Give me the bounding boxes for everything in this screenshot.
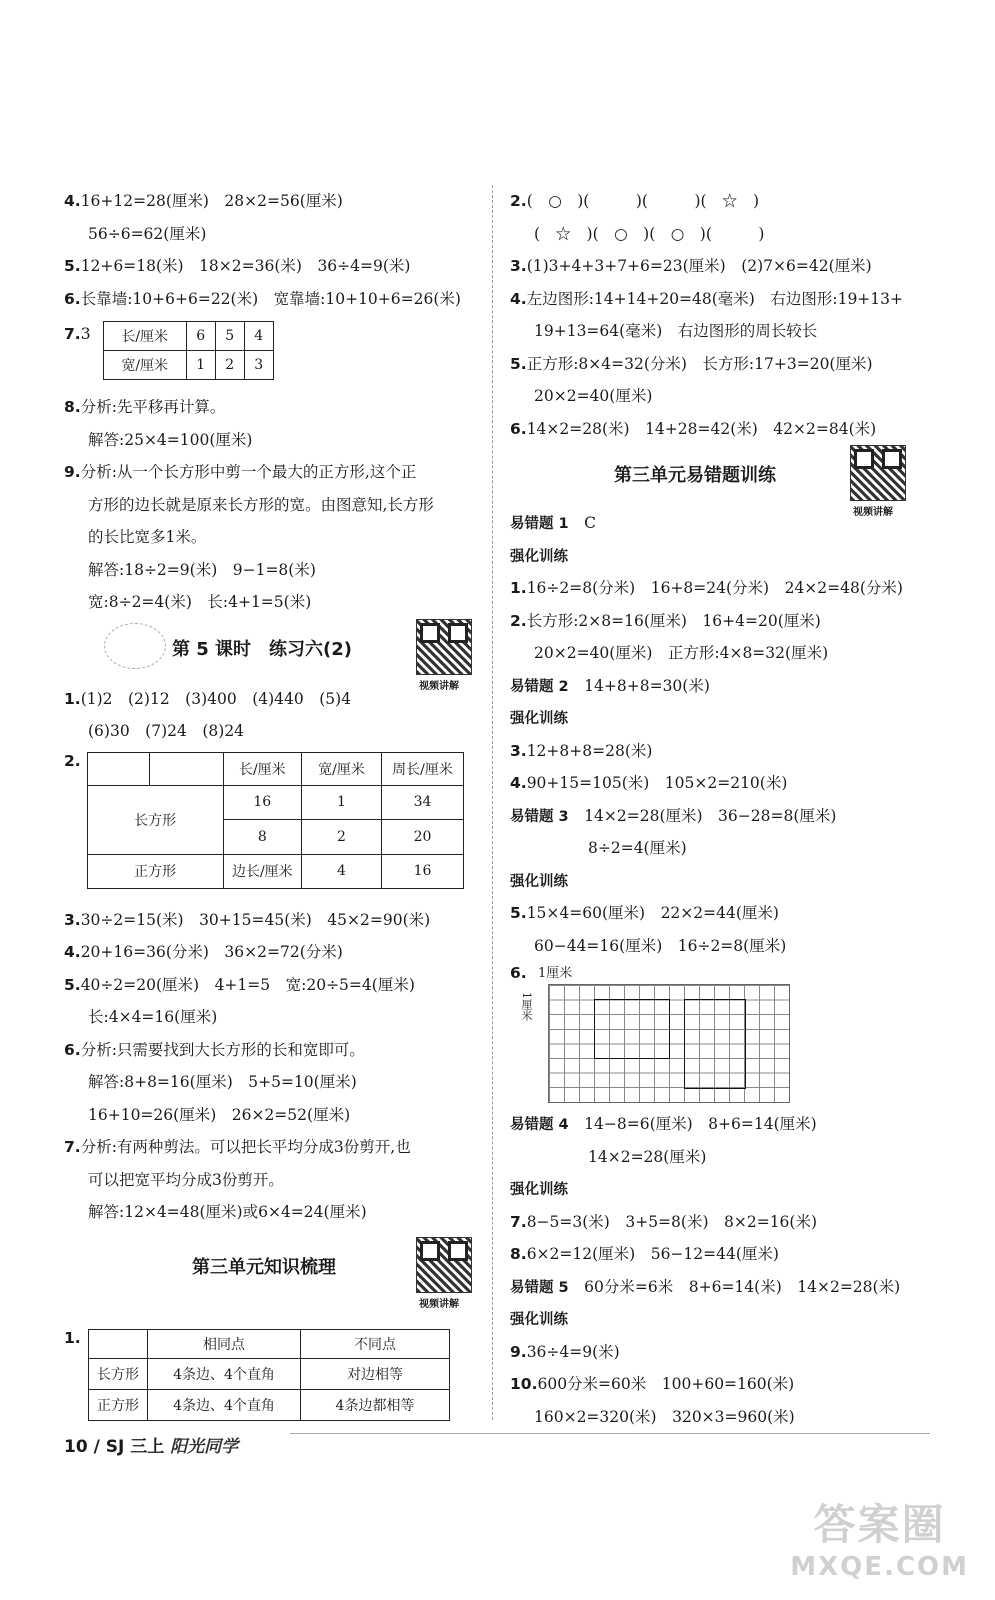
answer-line: 解答:12×4=48(厘米)或6×4=24(厘米): [88, 1203, 367, 1221]
error-training-4-10: [510, 1108, 930, 1433]
answer-line: 9.36÷4=9(米): [510, 1342, 620, 1361]
page-number: 10: [64, 1437, 88, 1457]
answer-6-grid: 6. 1厘米 1厘米: [510, 962, 930, 1108]
error-training-1-5: [510, 507, 930, 962]
answer-line: 9.分析:从一个长方形中剪一个最大的正方形,这个正: [64, 463, 417, 481]
answer-line: 易错题 3 14×2=28(厘米) 36−28=8(厘米): [510, 806, 837, 825]
answer-line: 56÷6=62(厘米): [88, 224, 207, 243]
column-divider: [492, 185, 493, 1420]
answer-line: 4.20+16=36(分米) 36×2=72(分米): [64, 943, 343, 961]
answer-line: 7.8−5=3(米) 3+5=8(米) 8×2=16(米): [510, 1212, 818, 1231]
qr-label: 视频讲解: [419, 1298, 459, 1310]
answer-line: 4.左边图形:14+14+20=48(毫米) 右边图形:19+13+: [510, 289, 904, 308]
answer-line: 6.长靠墙:10+6+6=22(米) 宽靠墙:10+10+6=26(米): [64, 289, 461, 308]
rectangle-shape: [684, 999, 746, 1089]
answer-line: 20×2=40(厘米) 正方形:4×8=32(厘米): [534, 644, 829, 662]
answer-line: 4.90+15=105(米) 105×2=210(米): [510, 774, 788, 792]
page-footer: 10 / SJ 三上 阳光同学: [64, 1437, 239, 1457]
section-title: 第三单元知识梳理: [192, 1256, 336, 1278]
brand-logo: 阳光同学: [170, 1437, 239, 1457]
answer-line: 5.40÷2=20(厘米) 4+1=5 宽:20÷5=4(厘米): [64, 975, 415, 994]
answer-line: 3.(1)3+4+3+7+6=23(厘米) (2)7×6=42(厘米): [510, 257, 872, 275]
section-title: 第三单元易错题训练: [614, 465, 776, 486]
qr-label: 视频讲解: [419, 680, 459, 692]
answer-7: 7. 3 长/厘米 6 5 4 宽/厘米 1 2 3: [64, 321, 464, 387]
answer-line: 长:4×4=16(厘米): [88, 1008, 218, 1026]
answer-line: 60−44=16(厘米) 16÷2=8(厘米): [534, 936, 787, 955]
answer-line: 1.16÷2=8(分米) 16+8=24(分米) 24×2=48(分米): [510, 579, 903, 597]
answer-line: 强化训练: [510, 873, 568, 890]
answer-line: 14×2=28(厘米): [588, 1147, 707, 1166]
section-unit3-summary: [64, 1229, 464, 1310]
section-title: 第 5 课时 练习六(2): [172, 638, 353, 660]
answer-line: 方形的边长就是原来长方形的宽。由图意知,长方形: [88, 495, 434, 514]
answer-line: 19+13=64(毫米) 右边图形的周长较长: [534, 322, 818, 340]
answer-line: 5.正方形:8×4=32(分米) 长方形:17+3=20(厘米): [510, 354, 873, 373]
answer-line: 20×2=40(厘米): [534, 387, 653, 405]
answers-4-6: [64, 185, 464, 315]
lesson-5-answers-3-7: [64, 904, 464, 1229]
q2-table: 长/厘米 宽/厘米 周长/厘米 长方形 16 1 34 8 2 20 正方形 边长/厘米 4 16: [87, 752, 464, 889]
q7-table: 长/厘米 6 5 4 宽/厘米 1 2 3: [103, 321, 274, 380]
lesson-badge-icon: [104, 623, 166, 669]
answer-line: 8÷2=4(厘米): [588, 839, 687, 857]
answer-line: 强化训练: [510, 548, 568, 565]
answer-line: 5.15×4=60(厘米) 22×2=44(厘米): [510, 904, 779, 922]
answer-line: 10.600分米=60米 100+60=160(米): [510, 1375, 795, 1393]
answer-line: 160×2=320(米) 320×3=960(米): [534, 1407, 795, 1426]
answer-line: 3.30÷2=15(米) 30+15=45(米) 45×2=90(米): [64, 910, 431, 929]
answer-line: 3.12+8+8=28(米): [510, 741, 653, 760]
answer-line: 强化训练: [510, 711, 568, 727]
square-grid: [548, 984, 790, 1103]
answer-line: 易错题 4 14−8=6(厘米) 8+6=14(厘米): [510, 1115, 817, 1133]
qr-label: 视频讲解: [853, 507, 893, 518]
rectangle-shape: [594, 999, 670, 1059]
answer-line: 7.分析:有两种剪法。可以把长平均分成3份剪开,也: [64, 1138, 411, 1156]
answer-line: 强化训练: [510, 1182, 568, 1198]
answer-line: 2.( ○ )( )( )( ☆ ): [510, 192, 760, 210]
answers-2-6: [510, 185, 930, 445]
answer-line: 可以把宽平均分成3份剪开。: [88, 1170, 284, 1189]
right-column: [510, 185, 930, 1433]
answer-line: 解答:25×4=100(厘米): [88, 430, 253, 449]
left-column: [64, 185, 464, 1421]
answer-line: 16+10=26(厘米) 26×2=52(厘米): [88, 1105, 351, 1124]
lesson-5-answers-1: [64, 683, 464, 748]
answer-line: 4.16+12=28(厘米) 28×2=56(厘米): [64, 192, 343, 210]
answer-line: 解答:8+8=16(厘米) 5+5=10(厘米): [88, 1073, 357, 1091]
answer-line: 易错题 5 60分米=6米 8+6=14(米) 14×2=28(米): [510, 1277, 901, 1296]
answer-line: 1.(1)2 (2)12 (3)400 (4)440 (5)4: [64, 689, 352, 708]
answer-line: 2.长方形:2×8=16(厘米) 16+4=20(厘米): [510, 611, 821, 630]
summary-table: 相同点 不同点 长方形 4条边、4个直角 对边相等 正方形 4条边、4个直角 4条边都相等: [88, 1329, 450, 1421]
answer-line: 8.分析:先平移再计算。: [64, 398, 226, 416]
answer-line: 易错题 2 14+8+8=30(米): [510, 676, 710, 695]
answers-8-9: [64, 391, 464, 619]
answer-line: 解答:18÷2=9(米) 9−1=8(米): [88, 560, 316, 579]
answer-line: 6.分析:只需要找到大长方形的长和宽即可。: [64, 1040, 365, 1059]
answer-line: 强化训练: [510, 1312, 568, 1328]
book-series: SJ 三上: [105, 1437, 165, 1457]
qr-code-icon[interactable]: [850, 445, 906, 501]
answer-line: 8.6×2=12(厘米) 56−12=44(厘米): [510, 1245, 779, 1263]
section-unit3-errors: [510, 445, 930, 518]
answer-line: 5.12+6=18(米) 18×2=36(米) 36÷4=9(米): [64, 257, 411, 275]
answer-line: 的长比宽多1米。: [88, 528, 207, 546]
qr-code-icon[interactable]: [416, 1237, 472, 1293]
qr-code-icon[interactable]: [416, 619, 472, 675]
answer-line: ( ☆ )( ○ )( ○ )( ): [534, 224, 765, 243]
answer-line: 6.14×2=28(米) 14+28=42(米) 42×2=84(米): [510, 419, 877, 438]
footer-rule: [290, 1433, 930, 1434]
watermark: 答案圈 MXQE.COM: [790, 1500, 969, 1582]
summary-table-block: 1. 相同点 不同点 长方形 4条边、4个直角 对边相等 正方形 4条边、4个直角 4条边都相等: [64, 1329, 464, 1421]
answer-line: (6)30 (7)24 (8)24: [88, 722, 245, 740]
answer-line: 易错题 1 C: [510, 514, 597, 532]
section-lesson-5: [64, 619, 464, 692]
answer-2-table: 2. 长/厘米 宽/厘米 周长/厘米 长方形 16 1 34 8 2 20 正方形 边长/厘米 4 16: [64, 752, 464, 896]
answer-line: 宽:8÷2=4(米) 长:4+1=5(米): [88, 593, 312, 611]
